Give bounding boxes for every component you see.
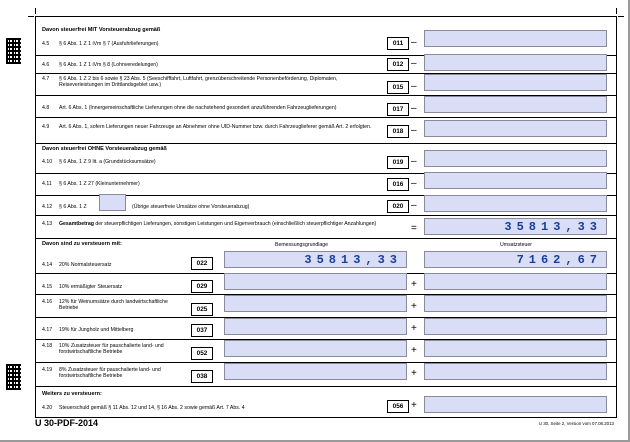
operator-minus: – xyxy=(411,156,417,167)
field-code-029: 029 xyxy=(191,280,213,293)
row-number: 4.18 xyxy=(42,343,53,349)
row-description: 12% für Weinumsätze durch landwirtschaftliche Betriebe xyxy=(59,299,168,311)
row-number: 4.19 xyxy=(42,367,53,373)
operator-minus: – xyxy=(411,125,417,136)
row-number: 4.7 xyxy=(42,76,50,82)
input-paragraph-z[interactable] xyxy=(99,194,126,211)
crop-mark xyxy=(616,8,617,14)
row-number: 4.12 xyxy=(42,204,53,210)
row-number: 4.8 xyxy=(42,105,50,111)
input-015[interactable] xyxy=(424,74,607,91)
row-description: § 6 Abs. 1 Z 1 iVm § 8 (Lohnveredelungen) xyxy=(59,62,158,68)
section-title-versteuern: Davon sind zu versteuern mit: xyxy=(42,241,122,247)
row-description: 10% ermäßigter Steuersatz xyxy=(59,284,123,290)
row-number: 4.11 xyxy=(42,181,52,187)
version-note: U 30, Seite 2, Version vom 07.08.2013 xyxy=(538,421,614,426)
field-code-038: 038 xyxy=(191,370,213,383)
row-number: 4.6 xyxy=(42,62,50,68)
input-029-bemessung[interactable] xyxy=(224,273,407,290)
row-description: § 6 Abs. 1 Z 1 iVm § 7 (Ausfuhrlieferungen) xyxy=(59,41,159,47)
row-description: § 6 Abs. 1 Z xyxy=(59,204,87,210)
operator-plus: + xyxy=(411,323,417,334)
input-038-bemessung[interactable] xyxy=(224,363,407,380)
row-description: Steuerschuld gemäß § 11 Abs. 12 und 14, § 16 Abs. 2 sowie gemäß Art. 7 Abs. 4 xyxy=(59,405,245,411)
input-018[interactable] xyxy=(424,120,607,137)
value-bemessung: 35813,33 xyxy=(304,253,402,267)
row-number: 4.17 xyxy=(42,327,53,333)
field-code-012: 012 xyxy=(387,58,409,71)
field-code-019: 019 xyxy=(387,156,409,169)
row-description: Art. 6 Abs. 1, sofern Lieferungen neuer Fahrzeuge an Abnehmer ohne UID-Nummer bzw. durch Fahrzeuglieferer gemäß Art. 2 erfolgten. xyxy=(59,124,372,130)
field-code-011: 011 xyxy=(387,37,409,50)
operator-plus: + xyxy=(411,345,417,356)
crop-mark xyxy=(28,16,34,17)
row-description: § 6 Abs. 1 Z 27 (Kleinunternehmer) xyxy=(59,181,140,187)
input-016[interactable] xyxy=(424,172,607,189)
operator-equals: = xyxy=(411,223,417,234)
row-number: 4.20 xyxy=(42,405,53,411)
field-code-052: 052 xyxy=(191,347,213,360)
row-description: Art. 6 Abs. 1 (Innergemeinschaftliche Lieferungen ohne die nachstehend gesondert anzuführenden Fahrzeuglieferungen) xyxy=(59,105,337,111)
row-description: § 6 Abs. 1 Z 2 bis 6 sowie § 23 Abs. 5 (Seeschifffahrt, Luftfahrt, grenzüberschreitende Personenbeförderung, Diplomaten, Reiseverleistungen im Drittlandsgebiet usw.) xyxy=(59,76,338,88)
field-code-020: 020 xyxy=(387,200,409,213)
input-022-bemessung[interactable] xyxy=(224,251,407,268)
row-number: 4.13 xyxy=(42,221,53,227)
operator-plus: + xyxy=(411,279,417,290)
input-037-bemessung[interactable] xyxy=(224,318,407,335)
row-number: 4.14 xyxy=(42,262,53,268)
form-title: U 30-PDF-2014 xyxy=(35,418,99,428)
operator-minus: – xyxy=(411,58,417,69)
input-038-umsatzsteuer[interactable] xyxy=(424,363,607,380)
field-code-015: 015 xyxy=(387,81,409,94)
barcode-icon xyxy=(6,38,21,64)
field-code-017: 017 xyxy=(387,103,409,116)
operator-minus: – xyxy=(411,103,417,114)
value-total: 35813,33 xyxy=(504,220,602,234)
row-description xyxy=(59,221,381,227)
row-description-extra: (Übrige steuerfreie Umsätze ohne Vorsteuerabzug) xyxy=(132,204,250,210)
row-description: 19% für Jungholz und Mittelberg xyxy=(59,327,134,333)
input-052-bemessung[interactable] xyxy=(224,340,407,357)
row-number: 4.9 xyxy=(42,124,50,130)
input-012[interactable] xyxy=(424,54,607,71)
row-number: 4.10 xyxy=(42,159,53,165)
value-umsatzsteuer: 7162,67 xyxy=(516,253,602,267)
crop-mark xyxy=(35,8,36,14)
input-025-bemessung[interactable] xyxy=(224,295,407,312)
operator-minus: – xyxy=(411,178,417,189)
field-code-018: 018 xyxy=(387,125,409,138)
row-description: 8% Zusatzsteuer für pauschalierte land- und forstwirtschaftliche Betriebe xyxy=(59,367,161,379)
row-number: 4.15 xyxy=(42,284,53,290)
row-number: 4.16 xyxy=(42,299,53,305)
row-description: 20% Normalsteuersatz xyxy=(59,262,112,268)
field-code-037: 037 xyxy=(191,324,213,337)
input-022-umsatzsteuer[interactable] xyxy=(424,251,607,268)
field-code-025: 025 xyxy=(191,303,213,316)
column-header-umsatzsteuer: Umsatzsteuer xyxy=(500,242,532,248)
row-description: § 6 Abs. 1 Z 9 lit. a (Grundstücksumsätze) xyxy=(59,159,156,165)
input-020[interactable] xyxy=(424,195,607,212)
operator-minus: – xyxy=(411,200,417,211)
section-title-ohne: Davon steuerfrei OHNE Vorsteuerabzug gemäß xyxy=(42,146,167,152)
input-017[interactable] xyxy=(424,96,607,113)
operator-plus: + xyxy=(411,301,417,312)
input-056[interactable] xyxy=(424,396,607,413)
input-052-umsatzsteuer[interactable] xyxy=(424,340,607,357)
row-number: 4.5 xyxy=(42,41,50,47)
section-title-mit: Davon steuerfrei MIT Vorsteuerabzug gemäß xyxy=(42,27,161,33)
input-total[interactable] xyxy=(424,218,607,235)
row-description-text: der steuerpflichtigen Lieferungen, sonstigen Leistungen und Eigenverbrauch (einschließlich steuerpflichtiger Anzahlungen) xyxy=(95,221,377,227)
column-header-bemessung: Bemessungsgrundlage xyxy=(275,242,329,248)
section-title-weiters: Weiters zu versteuern: xyxy=(42,391,102,397)
field-code-022: 022 xyxy=(191,257,213,270)
field-code-056: 056 xyxy=(387,400,409,413)
input-029-umsatzsteuer[interactable] xyxy=(424,273,607,290)
crop-mark xyxy=(618,16,624,17)
input-019[interactable] xyxy=(424,150,607,167)
operator-plus: + xyxy=(411,400,417,411)
barcode-icon xyxy=(6,364,21,390)
input-025-umsatzsteuer[interactable] xyxy=(424,295,607,312)
operator-minus: – xyxy=(411,81,417,92)
field-code-016: 016 xyxy=(387,178,409,191)
row-description: 10% Zusatzsteuer für pauschalierte land- und forstwirtschaftliche Betriebe xyxy=(59,343,164,355)
input-037-umsatzsteuer[interactable] xyxy=(424,318,607,335)
operator-minus: – xyxy=(411,37,417,48)
input-011[interactable] xyxy=(424,30,607,47)
operator-plus: + xyxy=(411,368,417,379)
row-description-bold: Gesamtbetrag xyxy=(59,221,94,227)
